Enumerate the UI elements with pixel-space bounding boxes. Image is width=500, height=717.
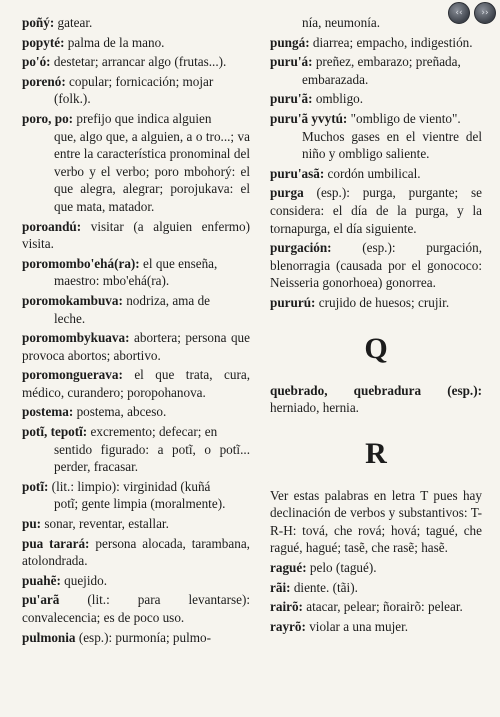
entry-definition: palma de la mano. (64, 34, 165, 50)
entry-headword: poroandú: (22, 218, 82, 234)
entry-definition: copular; fornicación; mojar (65, 73, 214, 89)
dictionary-entry (270, 294, 482, 312)
entry-definition-continued: sentido figurado: a potĩ, o potĩ... perder, fracasar. (54, 441, 250, 475)
entry-headword: pungá: (270, 34, 310, 50)
entry-headword: poromombykuava: (22, 330, 130, 346)
dictionary-entry (22, 110, 250, 216)
entry-headword: puru'asã: (270, 165, 325, 181)
entry-definition: el que trata, cura, médico, curandero; poropohanova. (22, 367, 250, 400)
entry-definition: diente. (tãi). (290, 579, 358, 595)
q-entries (270, 382, 482, 417)
dictionary-entry (22, 14, 250, 32)
entry-definition: visitar (a alguien enfermo) visita. (22, 218, 250, 252)
entry-definition: pelo (tagué). (306, 560, 377, 576)
entry-definition: prefijo que indica alguien (73, 110, 212, 126)
entry-headword: poromonguerava: (22, 367, 123, 383)
dictionary-entry (22, 34, 250, 52)
entry-headword: pulmonia (22, 629, 76, 645)
dictionary-entry (22, 403, 250, 421)
entry-definition-continued: que, algo que, a alguien, a o tro...; va entre la característica pronominal del verbo y el verbo; poro mbohorý: el que alegra, alegrar; porojukava: el que mata, matador. (54, 128, 250, 214)
entry-headword: popyté: (22, 34, 65, 50)
entry-definition: (esp.): purga, purgante; se considera: el día de la purga, y la tornapurga, el día siguiente. (270, 185, 482, 236)
entry-headword: poñý: (22, 15, 55, 30)
dictionary-entry (22, 515, 250, 533)
entry-definition: excremento; defecar; en (87, 424, 218, 440)
dictionary-entry (22, 423, 250, 476)
entry-definition: atacar, pelear; ñorairõ: pelear. (302, 599, 463, 615)
entry-definition: ombligo. (312, 91, 364, 107)
dictionary-entry (270, 53, 482, 88)
entry-headword: po'ó: (22, 54, 51, 70)
double-chevron-right-icon: ›› (481, 8, 489, 18)
entry-headword: pua tarará: (22, 535, 90, 551)
entry-definition: quejido. (60, 572, 107, 588)
entry-definition: persona alocada, tarambana, atolondrada. (22, 535, 250, 569)
entry-definition: abortera; persona que provoca abortos; abortivo. (22, 330, 250, 363)
entry-headword: puahẽ: (22, 572, 61, 588)
entry-definition: (lit.: limpio): virginidad (kuñá (48, 478, 211, 494)
entry-headword: postema: (22, 404, 74, 420)
entry-definition: "ombligo de viento". (347, 110, 461, 126)
dictionary-entry (270, 239, 482, 292)
entry-definition: cordón umbilical. (324, 165, 421, 181)
entry-headword: potĩ, tepotĩ: (22, 424, 88, 440)
dictionary-entry (270, 382, 482, 417)
double-chevron-left-icon: ‹‹ (455, 8, 463, 18)
dictionary-entry (22, 292, 250, 327)
entry-headword: purga (270, 185, 304, 201)
entry-headword: poro, po: (22, 110, 74, 126)
r-entries (270, 559, 482, 635)
entry-definition: herniado, hernia. (270, 400, 359, 416)
entry-definition: violar a una mujer. (305, 618, 409, 634)
dictionary-entry (22, 218, 250, 253)
dictionary-entry (270, 579, 482, 597)
section-letter-r: R (365, 436, 387, 470)
entry-definition: nodriza, ama de (122, 292, 211, 308)
entry-headword: rairõ: (270, 599, 303, 615)
entry-definition-continued: potĩ; gente limpia (moralmente). (54, 496, 226, 512)
entry-headword: puru'á: (270, 54, 313, 70)
entry-definition: (esp.): purgación, blenorragia (causada por el gonococo: Neisseria gonorhoea) gonorrea. (270, 240, 482, 291)
dictionary-entry (270, 598, 482, 616)
section-letter-q: Q (364, 331, 388, 365)
dictionary-entry (22, 366, 250, 401)
p-entries-continued (270, 14, 482, 312)
entry-headword: pu: (22, 516, 42, 532)
right-column (270, 14, 482, 637)
entry-headword: quebrado, quebradura (esp.): (270, 382, 482, 398)
entry-headword: rayrõ: (270, 618, 306, 634)
entry-definition: destetar; arrancar algo (frutas...). (50, 54, 227, 70)
dictionary-entry (270, 184, 482, 237)
entry-definition: (esp.): purmonía; pulmo- (75, 629, 212, 645)
dictionary-entry (270, 110, 482, 163)
entry-headword: pururú: (270, 294, 316, 310)
entry-definition: gatear. (54, 15, 93, 30)
entry-definition-continued: embarazada. (302, 71, 369, 87)
r-intro-note: Ver estas palabras en letra T pues hay declinación de verbos y substantivos: T-R-H: tová, che rová; hová; tagué, che ragué, hagué; tasẽ, che rasẽ; hasẽ. (270, 487, 482, 556)
entry-headword: rãi: (270, 579, 291, 595)
left-column (22, 14, 250, 648)
entry-definition-continued: (folk.). (54, 91, 91, 107)
dictionary-entry (22, 629, 250, 647)
entry-definition: postema, abceso. (73, 404, 167, 420)
entry-headword: ragué: (270, 560, 307, 576)
entry-headword: puru'ã yvytú: (270, 110, 348, 126)
dictionary-entry (270, 165, 482, 183)
dictionary-entry (270, 14, 482, 32)
dictionary-entry (22, 329, 250, 364)
entry-definition-continued: leche. (54, 310, 86, 326)
entry-definition: el que enseña, (139, 255, 218, 271)
dictionary-entry (22, 591, 250, 626)
dictionary-entry (270, 90, 482, 108)
entry-definition-continued: maestro: mbo'ehá(ra). (54, 273, 170, 289)
dictionary-entry (22, 53, 250, 71)
entry-headword: poromokambuva: (22, 292, 123, 308)
entry-headword: porenó: (22, 73, 66, 89)
dictionary-entry (22, 572, 250, 590)
entry-definition: diarrea; empacho, indigestión. (309, 34, 473, 50)
dictionary-entry (270, 34, 482, 52)
entry-headword: puru'ã: (270, 91, 313, 107)
entry-definition: sonar, reventar, estallar. (41, 516, 169, 532)
dictionary-entry (22, 478, 250, 513)
dictionary-entry (270, 618, 482, 636)
entry-headword: potĩ: (22, 478, 49, 494)
entry-definition: crujido de huesos; crujir. (315, 294, 450, 310)
entry-headword: pu'arã (22, 592, 60, 608)
entry-headword: purgación: (270, 240, 332, 256)
dictionary-entry (22, 73, 250, 108)
dictionary-entry (270, 559, 482, 577)
entry-definition: preñez, embarazo; preñada, (312, 54, 461, 70)
dictionary-entry (22, 255, 250, 290)
dictionary-entry (22, 535, 250, 570)
entry-definition-continued: nía, neumonía. (302, 15, 381, 30)
entry-headword: poromombo'ehá(ra): (22, 255, 140, 271)
entry-definition-continued: Muchos gases en el vientre del niño y ombligo saliente. (302, 128, 482, 162)
entry-definition: (lit.: para levantarse): convalecencia; es de poco uso. (22, 592, 250, 625)
